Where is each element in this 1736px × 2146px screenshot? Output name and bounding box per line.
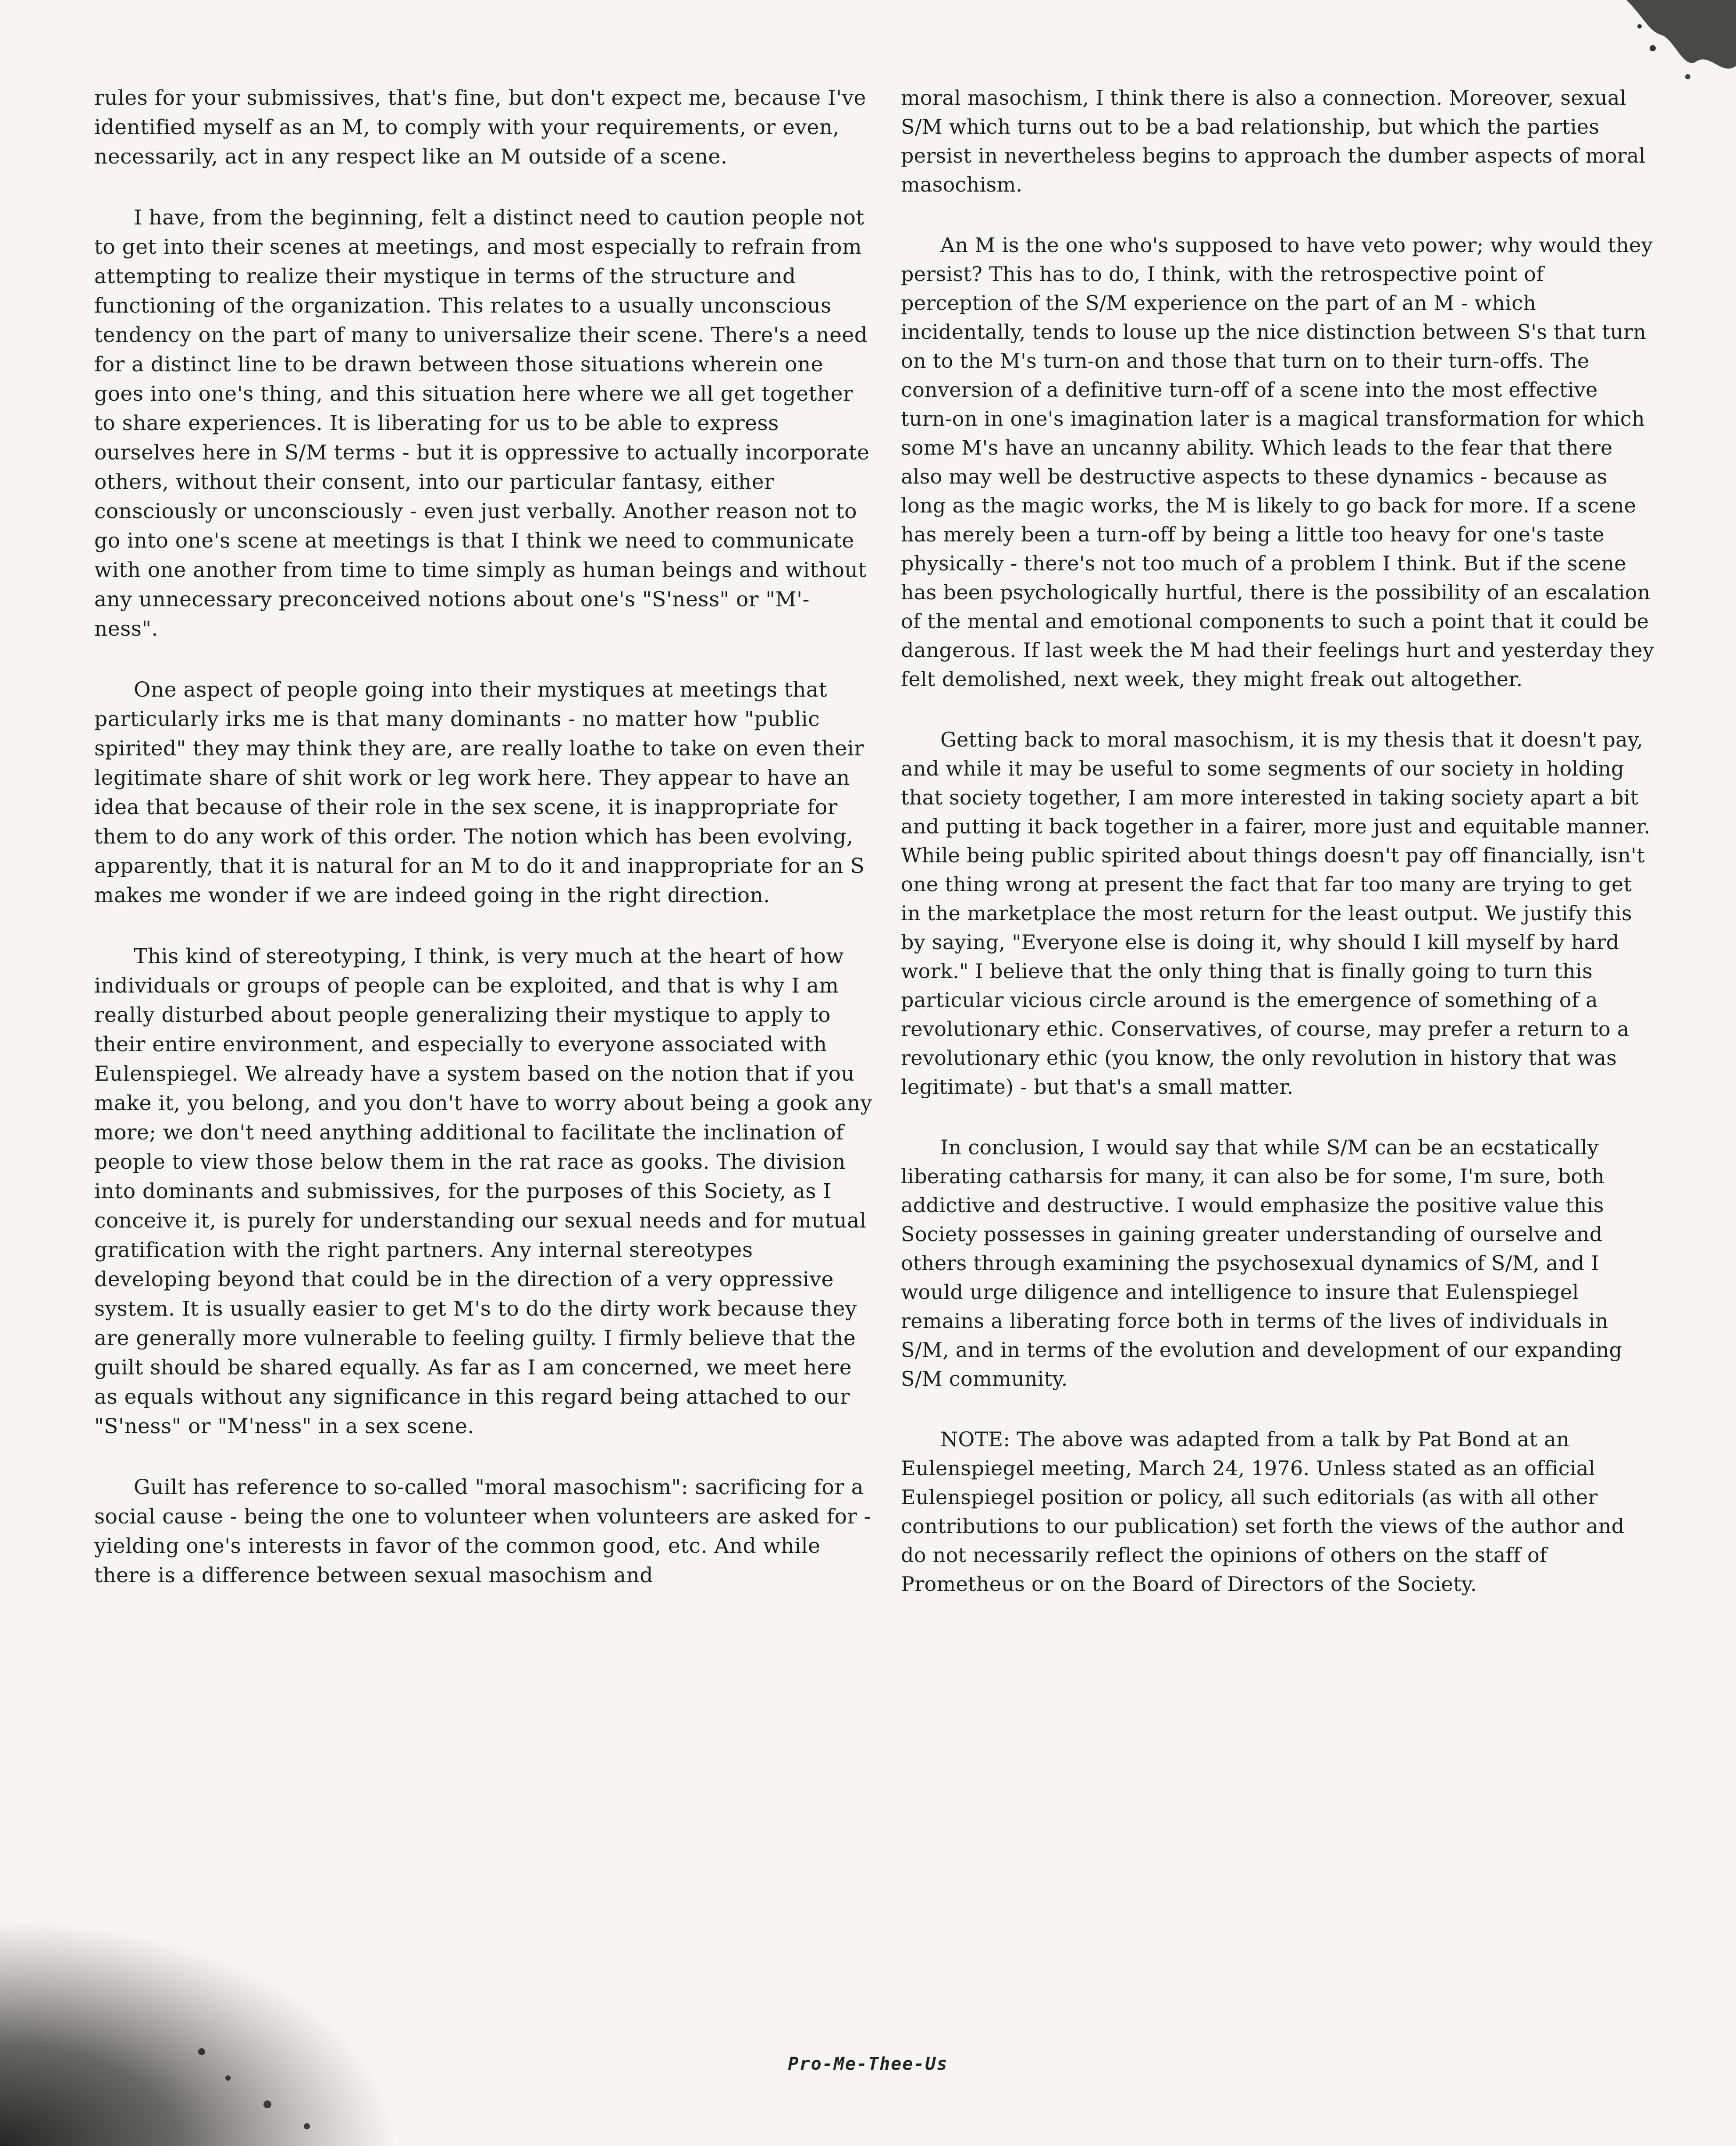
paragraph: moral masochism, I think there is also a connection. Moreover, sexual S/M which turns out to be a bad relationship, but which the parties persist in nevertheless begins to approach the dumber aspects of moral masochism.	[901, 86, 1646, 196]
paragraph: I have, from the beginning, felt a distinct need to caution people not to get into their scenes at meetings, and most especially to refrain from attempting to realize their mystique in terms of the structure and functioning of the organization. This relates to a usually unconscious tendency on the part of many to universalize their scene. There's a need for a distinct line to be drawn between those situations wherein one goes into one's thing, and this situation here where we all get together to share experiences. It is liberating for us to be able to express ourselves here in S/M terms - but it is oppressive to actually incorporate others, without their consent, into our particular fantasy, either consciously or unconsciously - even just verbally. Another reason not to go into one's scene at meetings is that I think we need to communicate with one another from time to time simply as human beings and without any unnecessary preconceived notions about one's "S'ness" or "M'-ness".	[94, 206, 870, 641]
right-column	[901, 83, 1655, 1630]
editorial-note: NOTE: The above was adapted from a talk by Pat Bond at an Eulenspiegel meeting, March 24, 1976. Unless stated as an official Eulenspiegel position or policy, all such editorials (as with all other contributions to our publication) set forth the views of the author and do not necessarily reflect the opinions of others on the staff of Prometheus or on the Board of Directors of the Society.	[901, 1427, 1625, 1596]
paragraph: This kind of stereotyping, I think, is very much at the heart of how individuals or groups of people can be exploited, and that is why I am really disturbed about people generalizing their mystique to apply to their entire environment, and especially to everyone associated with Eulenspiegel. We already have a system based on the notion that if you make it, you belong, and you don't have to worry about being a gook any more; we don't need anything additional to facilitate the inclination of people to view those below them in the rat race as gooks. The division into dominants and submissives, for the purposes of this Society, as I conceive it, is purely for understanding our sexual needs and for mutual gratification with the right partners. Any internal stereotypes developing beyond that could be in the direction of a very oppressive system. It is usually easier to get M's to do the dirty work because they are generally more vulnerable to feeling guilty. I firmly believe that the guilt should be shared equally. As far as I am concerned, we meet here as equals without any significance in this regard being attached to our "S'ness" or "M'ness" in a sex scene.	[94, 944, 872, 1438]
scan-smudge-bottom-left	[0, 1920, 395, 2146]
left-column	[94, 83, 872, 1622]
paragraph: One aspect of people going into their mystiques at meetings that particularly irks me is that many dominants - no matter how "public spirited" they may think they are, are really loathe to take on even their legitimate share of shit work or leg work here. They appear to have an idea that because of their role in the sex scene, it is inappropriate for them to do any work of this order. The notion which has been evolving, apparently, that it is natural for an M to do it and inappropriate for an S makes me wonder if we are indeed going in the right direction.	[94, 678, 865, 908]
paragraph: rules for your submissives, that's fine, but don't expect me, because I've identified myself as an M, to comply with your requirements, or even, necessarily, act in any respect like an M outside of a scene.	[94, 86, 866, 169]
paragraph: Guilt has reference to so-called "moral masochism": sacrificing for a social cause - being the one to volunteer when volunteers are asked for - yielding one's interests in favor of the common good, etc. And while there is a difference between sexual masochism and	[94, 1475, 872, 1587]
paragraph: In conclusion, I would say that while S/M can be an ecstatically liberating catharsis for many, it can also be for some, I'm sure, both addictive and destructive. I would emphasize the positive value this Society possesses in gaining greater understanding of ourselve and others through examining the psychosexual dynamics of S/M, and I would urge diligence and intelligence to insure that Eulenspiegel remains a liberating force both in terms of the lives of individuals in S/M, and in terms of the evolution and development of our expanding S/M community.	[901, 1135, 1622, 1391]
paragraph: An M is the one who's supposed to have veto power; why would they persist? This has to do, I think, with the retrospective point of perception of the S/M experience on the part of an M - which incidentally, tends to louse up the nice distinction between S's that turn on to the M's turn-on and those that turn on to their turn-offs. The conversion of a definitive turn-off of a scene into the most effective turn-on in one's imagination later is a magical transformation for which some M's have an uncanny ability. Which leads to the fear that there also may well be destructive aspects to these dynamics - because as long as the magic works, the M is likely to go back for more. If a scene has merely been a turn-off by being a little too heavy for one's taste physically - there's not too much of a problem I think. But if the scene has been psychologically hurtful, there is the possibility of an escalation of the mental and emotional components to such a point that it could be dangerous. If last week the M had their feelings hurt and yesterday they felt demolished, next week, they might freak out altogether.	[901, 233, 1654, 691]
scan-smudge-top-right	[1600, 0, 1736, 88]
page-footer: Pro-Me-Thee-Us	[788, 2054, 948, 2074]
paragraph: Getting back to moral masochism, it is my thesis that it doesn't pay, and while it may be useful to some segments of our society in holding that society together, I am more interested in taking society apart a bit and putting it back together in a fairer, more just and equitable manner. While being public spirited about things doesn't pay off financially, isn't one thing wrong at present the fact that far too many are trying to get in the marketplace the most return for the least output. We justify this by saying, "Everyone else is doing it, why should I kill myself by hard work." I believe that the only thing that is finally going to turn this particular vicious circle around is the emergence of something of a revolutionary ethic. Conservatives, of course, may prefer a return to a revolutionary ethic (you know, the only revolution in history that was legitimate) - but that's a small matter.	[901, 728, 1651, 1099]
